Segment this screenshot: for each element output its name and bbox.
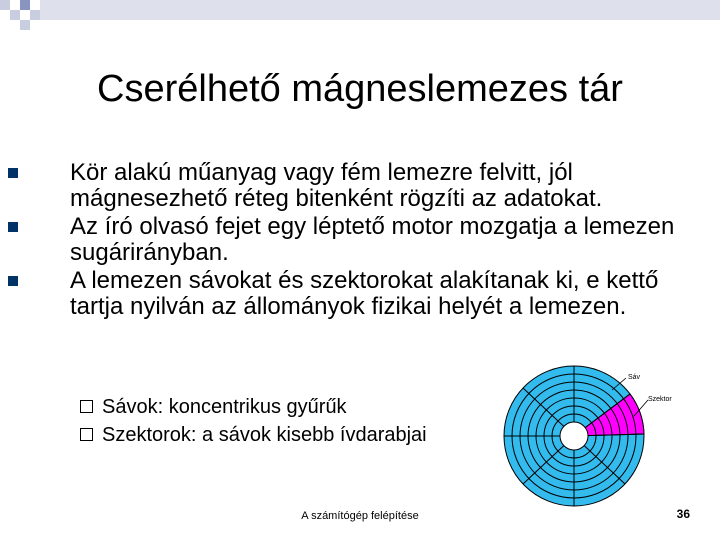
sub-bullet-item	[80, 393, 427, 421]
page-number: 36	[676, 507, 690, 521]
corner-decoration	[0, 0, 720, 50]
track-label: Sáv	[628, 374, 641, 381]
bullet-text: Kör alakú műanyag vagy fém lemezre felvitt, jól mágnesezhető réteg bitenként rögzíti az adatokat.	[70, 159, 603, 212]
disk-diagram	[502, 360, 702, 520]
sub-bullet-text: Sávok: koncentrikus gyűrűk	[102, 396, 347, 418]
bullet-item	[70, 214, 690, 266]
sub-bullet-list	[80, 393, 427, 449]
bullet-square-icon	[8, 276, 18, 286]
sub-bullet-item	[80, 421, 427, 449]
bullet-text: Az író olvasó fejet egy léptető motor mozgatja a lemezen sugárirányban.	[70, 213, 675, 266]
bullet-text: A lemezen sávokat és szektorokat alakítanak ki, e kettő tartja nyilván az állományok fizikai helyét a lemezen.	[70, 267, 659, 320]
bullet-square-icon	[8, 168, 18, 178]
bullet-list	[70, 160, 690, 322]
checkbox-bullet-icon	[80, 400, 93, 413]
checkbox-bullet-icon	[80, 428, 93, 441]
slide-footer: A számítógép felépítése	[301, 510, 419, 522]
bullet-item	[70, 268, 690, 320]
bullet-square-icon	[8, 222, 18, 232]
disk-hub	[560, 422, 588, 450]
sub-bullet-text: Szektorok: a sávok kisebb ívdarabjai	[102, 424, 427, 446]
sector-label: Szektor	[648, 396, 672, 403]
slide-title: Cserélhető mágneslemezes tár	[97, 68, 623, 110]
bullet-item	[70, 160, 690, 212]
